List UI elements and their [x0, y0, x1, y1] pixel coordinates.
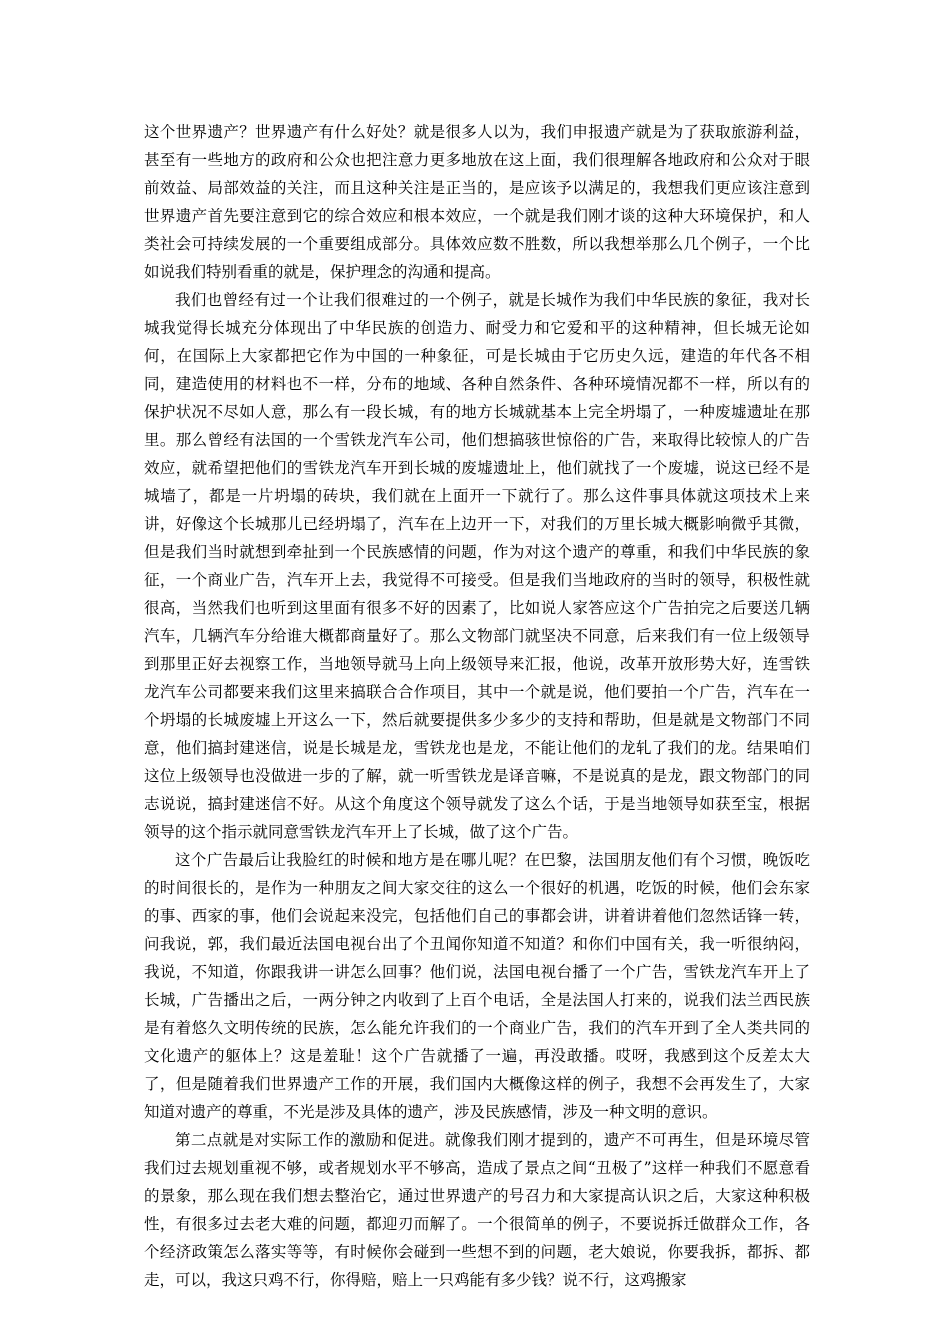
paragraph-2: 我们也曾经有过一个让我们很难过的一个例子，就是长城作为我们中华民族的象征，我对长城我觉得长城充分体现出了中华民族的创造力、耐受力和它爱和平的这种精神，但长城无论如何，在国际上大家都把它作为中国的一种象征，可是长城由于它历史久远，建造的年代各不相同，建造使用的材料也不一样，分布的地域、各种自然条件、各种环境情况都不一样，所以有的保护状况不尽如人意，那么有一段长城，有的地方长城就基本上完全坍塌了，一种废墟遗址在那里。那么曾经有法国的一个雪铁龙汽车公司，他们想搞骇世惊俗的广告，来取得比较惊人的广告效应，就希望把他们的雪铁龙汽车开到长城的废墟遗址上，他们就找了一个废墟，说这已经不是城墙了，都是一片坍塌的砖块，我们就在上面开一下就行了。那么这件事具体就这项技术上来讲，好像这个长城那儿已经坍塌了，汽车在上边开一下，对我们的万里长城大概影响微乎其微，但是我们当时就想到牵扯到一个民族感情的问题，作为对这个遗产的尊重，和我们中华民族的象征，一个商业广告，汽车开上去，我觉得不可接受。但是我们当地政府的当时的领导，积极性就很高，当然我们也听到这里面有很多不好的因素了，比如说人家答应这个广告拍完之后要送几辆汽车，几辆汽车分给谁大概都商量好了。那么文物部门就坚决不同意，后来我们有一位上级领导到那里正好去视察工作，当地领导就马上向上级领导来汇报，他说，改革开放形势大好，连雪铁龙汽车公司都要来我们这里来搞联合合作项目，其中一个就是说，他们要拍一个广告，汽车在一个坍塌的长城废墟上开这么一下，然后就要提供多少多少的支持和帮助，但是就是文物部门不同意，他们搞封建迷信，说是长城是龙，雪铁龙也是龙，不能让他们的龙轧了我们的龙。结果咱们这位上级领导也没做进一步的了解，就一听雪铁龙是译音嘛，不是说真的是龙，跟文物部门的同志说说，搞封建迷信不好。从这个角度这个领导就发了这么个话，于是当地领导如获至宝，根据领导的这个指示就同意雪铁龙汽车开上了长城，做了这个广告。 [144, 291, 810, 841]
paragraph-3: 这个广告最后让我脸红的时候和地方是在哪儿呢？在巴黎，法国朋友他们有个习惯，晚饭吃的时间很长的，是作为一种朋友之间大家交往的这么一个很好的机遇，吃饭的时候，他们会东家的事、西家的事，他们会说起来没完，包括他们自己的事都会讲，讲着讲着他们忽然话锋一转，问我说，郭，我们最近法国电视台出了个丑闻你知道不知道？和你们中国有关，我一听很纳闷，我说，不知道，你跟我讲一讲怎么回事？他们说，法国电视台播了一个广告，雪铁龙汽车开上了长城，广告播出之后，一两分钟之内收到了上百个电话，全是法国人打来的，说我们法兰西民族是有着悠久文明传统的民族，怎么能允许我们的一个商业广告，我们的汽车开到了全人类共同的文化遗产的躯体上？这是羞耻！这个广告就播了一遍，再没敢播。哎呀，我感到这个反差太大了，但是随着我们世界遗产工作的开展，我们国内大概像这样的例子，我想不会再发生了，大家知道对遗产的尊重，不光是涉及具体的遗产，涉及民族感情，涉及一种文明的意识。 [144, 851, 810, 1121]
paragraph-1: 这个世界遗产？世界遗产有什么好处？就是很多人以为，我们申报遗产就是为了获取旅游利益，甚至有一些地方的政府和公众也把注意力更多地放在这上面，我们很理解各地政府和公众对于眼前效益、局部效益的关注，而且这种关注是正当的，是应该予以满足的，我想我们更应该注意到世界遗产首先要注意到它的综合效应和根本效应，一个就是我们刚才谈的这种大环境保护，和人类社会可持续发展的一个重要组成部分。具体效应数不胜数，所以我想举那么几个例子，一个比如说我们特别看重的就是，保护理念的沟通和提高。 [144, 123, 810, 281]
document-body [144, 118, 810, 1294]
paragraph-4: 第二点就是对实际工作的激励和促进。就像我们刚才提到的，遗产不可再生，但是环境尽管我们过去规划重视不够，或者规划水平不够高，造成了景点之间“丑极了”这样一种我们不愿意看的景象，那么现在我们想去整治它，通过世界遗产的号召力和大家提高认识之后，大家这种积极性，有很多过去老大难的问题，都迎刃而解了。一个很简单的例子，不要说拆迁做群众工作，各个经济政策怎么落实等等，有时候你会碰到一些想不到的问题，老大娘说，你要我拆，都拆、都走，可以，我这只鸡不行，你得赔，赔上一只鸡能有多少钱？说不行，这鸡搬家 [144, 1131, 810, 1289]
